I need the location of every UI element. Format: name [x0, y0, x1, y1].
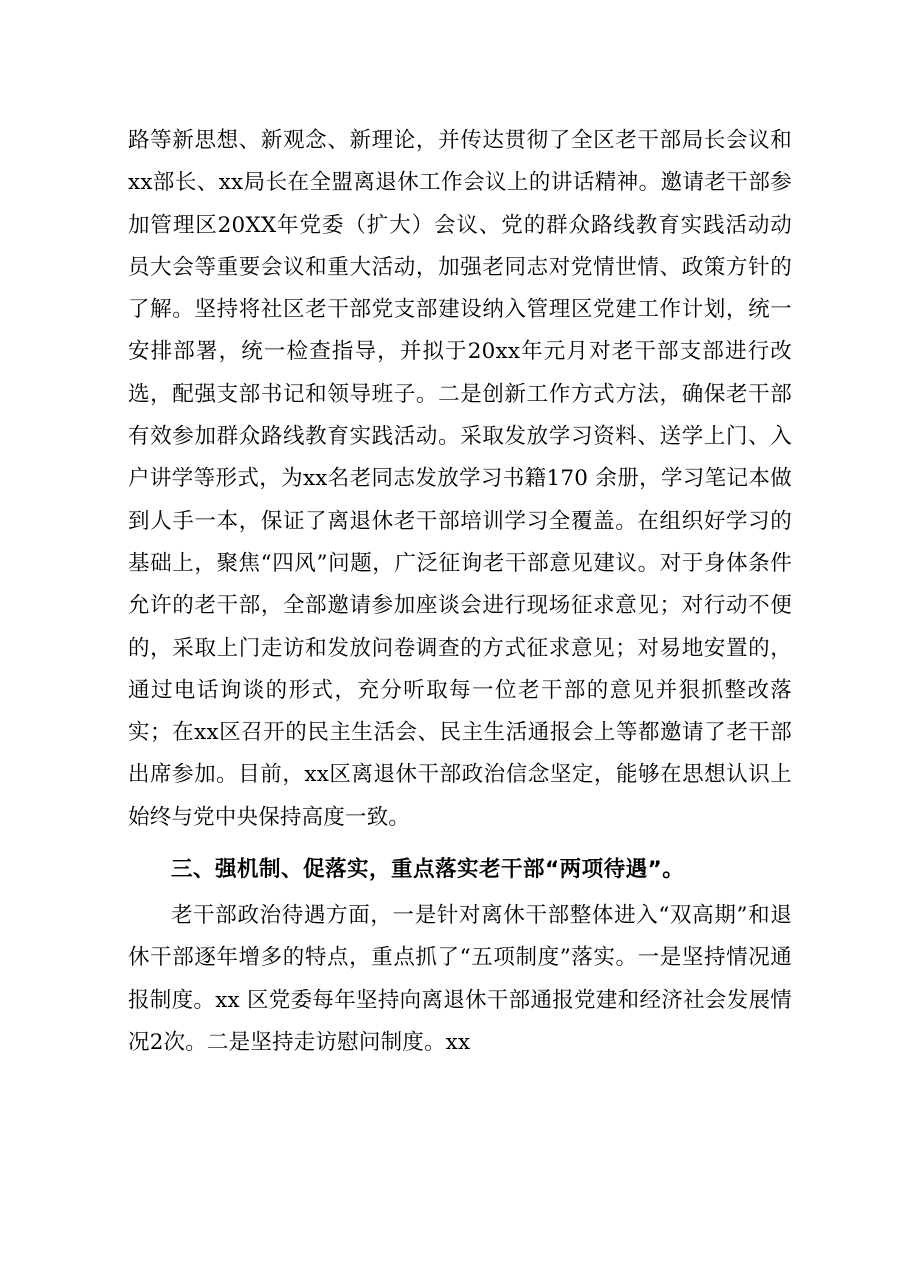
section-heading: 三、强机制、促落实，重点落实老干部“两项待遇”。 — [171, 857, 685, 883]
body-paragraph-1: 路等新思想、新观念、新理论，并传达贯彻了全区老干部局长会议和xx部长、xx局长在全盟离退休工作会议上的讲话精神。邀请老干部参加管理区20XX年党委（扩大）会议、党的群众路线教育实践活动动员大会等重要会议和重大活动，加强老同志对党情世情、政策方针的了解。坚持将社区老干部党支部建设纳入管理区党建工作计划，统一安排部署，统一检查指导，并拟于20xx年元月对老干部支部进行改选，配强支部书记和领导班子。二是创新工作方式方法，确保老干部有效参加群众路线教育实践活动。采取发放学习资料、送学上门、入户讲学等形式，为xx名老同志发放学习书籍170 余册，学习笔记本做到人手一本，保证了离退休老干部培训学习全覆盖。在组织好学习的基础上，聚焦“四风”问题，广泛征询老干部意见建议。对于身体条件允许的老干部，全部邀请参加座谈会进行现场征求意见；对行动不便的，采取上门走访和发放问卷调查的方式征求意见；对易地安置的，通过电话询谈的形式，充分听取每一位老干部的意见并狠抓整改落实；在xx区召开的民主生活会、民主生活通报会上等都邀请了老干部出席参加。目前，xx区离退休干部政治信念坚定，能够在思想认识上始终与党中央保持高度一致。 — [128, 128, 792, 830]
body-paragraph-2: 老干部政治待遇方面，一是针对离休干部整体进入“双高期”和退休干部逐年增多的特点，重点抓了“五项制度”落实。一是坚持情况通报制度。xx 区党委每年坚持向离退休干部通报党建和经济社会发展情况2次。二是坚持走访慰问制度。xx — [128, 903, 792, 1055]
document-page — [128, 120, 792, 1064]
